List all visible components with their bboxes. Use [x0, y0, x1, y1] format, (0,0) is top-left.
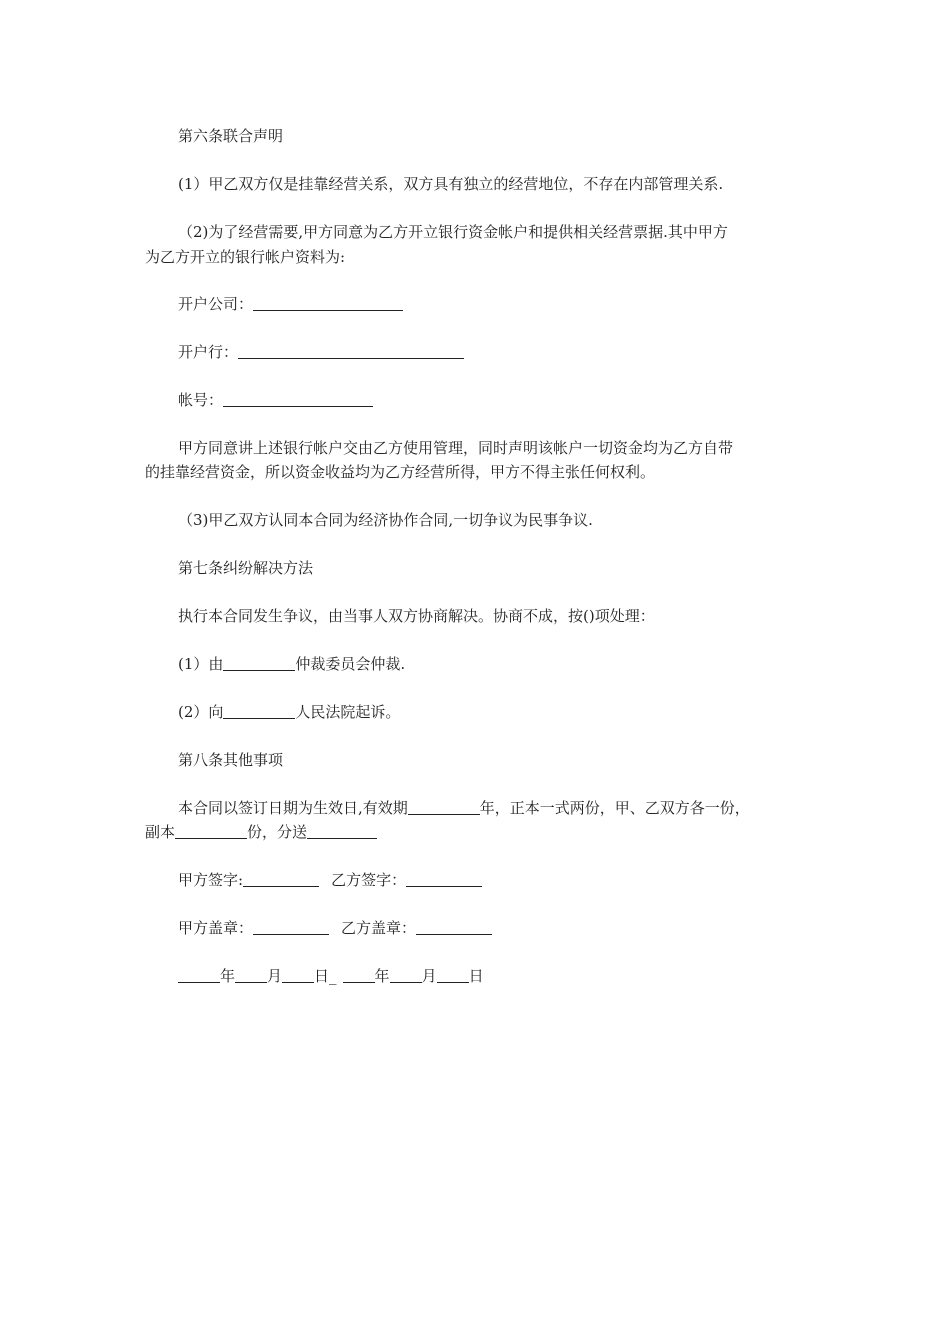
date-a-day-blank [282, 966, 314, 983]
account-company-label: 开户公司： [178, 295, 254, 313]
copies-blank [175, 822, 247, 839]
date-a-day-label: 日 [314, 967, 330, 985]
date-b-year-blank [343, 966, 375, 983]
party-b-sign-label: 乙方签字： [331, 871, 407, 889]
consent-line-1: 甲方同意讲上述银行帐户交由乙方使用管理，同时声明该帐户一切资金均为乙方自带 [178, 439, 734, 457]
court-row [178, 700, 805, 724]
party-a-seal-blank [253, 918, 329, 935]
date-a-year-label: 年 [220, 967, 236, 985]
date-a-month-blank [235, 966, 267, 983]
bank-label: 开户行： [178, 343, 239, 361]
account-number-label: 帐号： [178, 391, 224, 409]
article-7-intro: 执行本合同发生争议，由当事人双方协商解决。协商不成，按()项处理： [178, 607, 655, 625]
party-b-seal-blank [416, 918, 492, 935]
article-6-heading: 第六条联合声明 [178, 127, 284, 145]
consent-line-2: 的挂靠经营资金，所以资金收益均为乙方经营所得，甲方不得主张任何权利。 [145, 463, 656, 481]
party-a-sign-blank [243, 870, 319, 887]
copies-row [145, 820, 805, 844]
validity-blank [408, 798, 480, 815]
bank-row [178, 340, 805, 364]
account-number-row [178, 388, 805, 412]
validity-prefix: 本合同以签订日期为生效日,有效期 [178, 799, 408, 817]
account-number-blank [223, 390, 373, 407]
article-6-item-2-line-2: 为乙方开立的银行帐户资料为: [145, 248, 346, 266]
bank-blank [238, 342, 464, 359]
copies-prefix: 副本 [145, 823, 176, 841]
article-6-item-2-line-1: （2)为了经营需要,甲方同意为乙方开立银行资金帐户和提供相关经营票据.其中甲方 [178, 223, 728, 241]
date-row [178, 964, 805, 988]
court-blank [223, 702, 295, 719]
signature-row [178, 868, 805, 892]
date-b-day-label: 日 [468, 967, 484, 985]
arbitration-suffix: 仲裁委员会仲裁. [295, 655, 406, 673]
date-b-day-blank [437, 966, 469, 983]
date-b-month-label: 月 [421, 967, 437, 985]
validity-suffix: 年，正本一式两份，甲、乙双方各一份， [479, 799, 750, 817]
article-6-item-1: (1）甲乙双方仅是挂靠经营关系，双方具有独立的经营地位，不存在内部管理关系. [178, 175, 724, 193]
date-b-year-label: 年 [374, 967, 390, 985]
account-company-row [178, 292, 805, 316]
date-a-year-blank [178, 966, 220, 983]
arbitration-row [178, 652, 805, 676]
account-company-blank [253, 294, 403, 311]
date-a-month-label: 月 [267, 967, 283, 985]
party-a-seal-label: 甲方盖章： [178, 919, 254, 937]
arbitration-blank [223, 654, 295, 671]
article-8-heading: 第八条其他事项 [178, 751, 284, 769]
court-suffix: 人民法院起诉。 [295, 703, 401, 721]
article-7-heading: 第七条纠纷解决方法 [178, 559, 314, 577]
party-b-sign-blank [406, 870, 482, 887]
copies-middle: 份，分送 [247, 823, 308, 841]
distribution-blank [307, 822, 377, 839]
date-b-month-blank [390, 966, 422, 983]
party-a-sign-label: 甲方签字: [178, 871, 244, 889]
date-separator: _ [329, 967, 337, 985]
party-b-seal-label: 乙方盖章： [341, 919, 417, 937]
validity-row [178, 796, 805, 820]
arbitration-prefix: (1）由 [178, 655, 224, 673]
court-prefix: (2）向 [178, 703, 224, 721]
seal-row [178, 916, 805, 940]
article-6-item-3: （3)甲乙双方认同本合同为经济协作合同,一切争议为民事争议. [178, 511, 593, 529]
